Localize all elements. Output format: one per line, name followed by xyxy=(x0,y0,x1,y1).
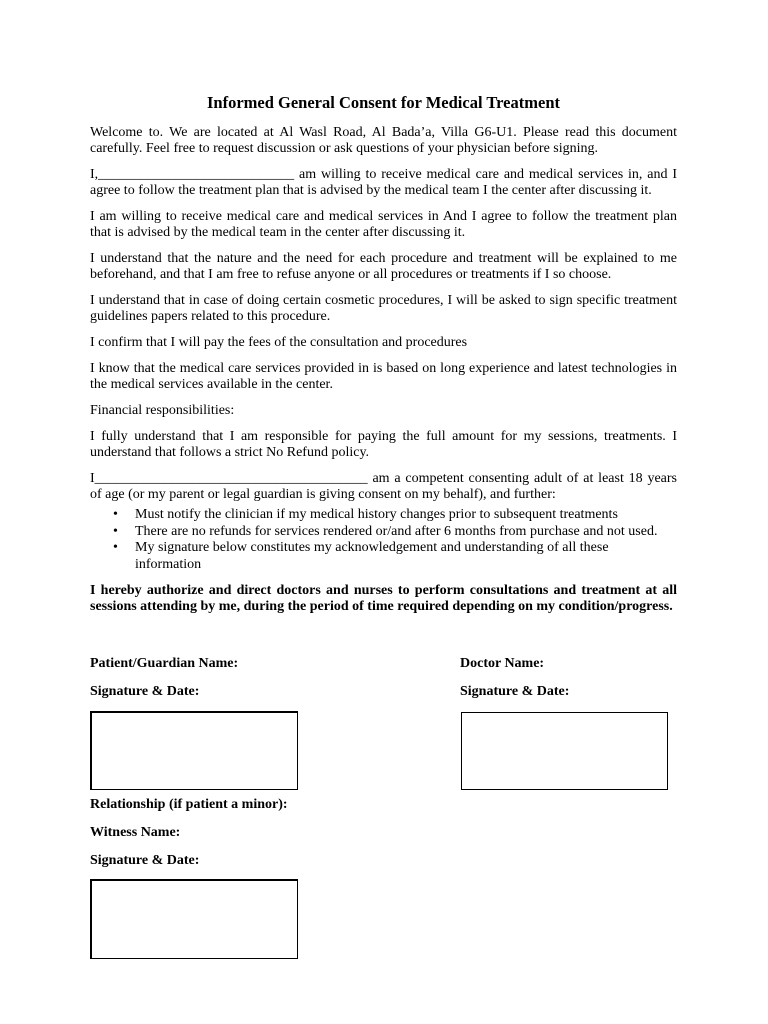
relationship-label: Relationship (if patient a minor): xyxy=(90,797,288,812)
acknowledgement-list xyxy=(90,507,677,573)
witness-signature-box[interactable] xyxy=(90,879,298,959)
cosmetic-procedures-paragraph: I understand that in case of doing certain cosmetic procedures, I will be asked to sign specific treatment guidelines papers related to this procedure. xyxy=(90,293,677,324)
list-item-text: Must notify the clinician if my medical history changes prior to subsequent treatments xyxy=(135,507,618,522)
doctor-signature-box[interactable] xyxy=(461,712,668,790)
bullet-icon: • xyxy=(113,507,118,522)
patient-signature-label: Signature & Date: xyxy=(90,684,200,699)
bullet-icon: • xyxy=(113,523,118,539)
witness-signature-label: Signature & Date: xyxy=(90,853,200,868)
willing-paragraph: I am willing to receive medical care and medical services in And I agree to follow the treatment plan that is advised by the medical team in the center after discussing it. xyxy=(90,209,677,240)
patient-name-label: Patient/Guardian Name: xyxy=(90,656,239,671)
doctor-name-label: Doctor Name: xyxy=(460,656,545,671)
financial-heading: Financial responsibilities: xyxy=(90,403,235,418)
bullet-icon: • xyxy=(113,540,118,555)
document-title: Informed General Consent for Medical Treatment xyxy=(206,93,560,112)
refund-policy-paragraph: I fully understand that I am responsible for paying the full amount for my sessions, treatments. I understand that follows a strict No Refund policy. xyxy=(90,429,677,460)
document-body xyxy=(90,125,677,625)
list-item xyxy=(113,507,677,524)
doctor-signature-label: Signature & Date: xyxy=(460,684,570,699)
competent-adult-paragraph: I_______________________________________ am a competent consenting adult of at least 18 years of age (or my parent or legal guardian is giving consent on my behalf), and further: xyxy=(90,471,677,502)
welcome-paragraph: Welcome to. We are located at Al Wasl Road, Al Bada’a, Villa G6-U1. Please read this document carefully. Feel free to request discussion or ask questions of your physician before signing. xyxy=(90,125,677,156)
authorization-paragraph: I hereby authorize and direct doctors and nurses to perform consultations and treatment at all sessions attending by me, during the period of time required depending on my condition/progress. xyxy=(90,583,677,614)
list-item xyxy=(113,540,677,573)
procedure-explanation-paragraph: I understand that the nature and the need for each procedure and treatment will be explained to me beforehand, and that I am free to refuse anyone or all procedures or treatments if I so choose. xyxy=(90,251,677,282)
witness-name-label: Witness Name: xyxy=(90,825,181,840)
fees-paragraph: I confirm that I will pay the fees of the consultation and procedures xyxy=(90,335,468,350)
list-item-text: There are no refunds for services rendered or/and after 6 months from purchase and not used. xyxy=(135,523,658,539)
willing-paragraph-with-name-blank: I,____________________________ am willing to receive medical care and medical services in, and I agree to follow the treatment plan that is advised by the medical team I the center after discussing it. xyxy=(90,167,677,198)
patient-signature-box[interactable] xyxy=(90,711,298,790)
services-paragraph: I know that the medical care services provided in is based on long experience and latest technologies in the medical services available in the center. xyxy=(90,361,677,392)
list-item xyxy=(113,523,677,541)
list-item-text: My signature below constitutes my acknowledgement and understanding of all these information xyxy=(135,540,609,572)
